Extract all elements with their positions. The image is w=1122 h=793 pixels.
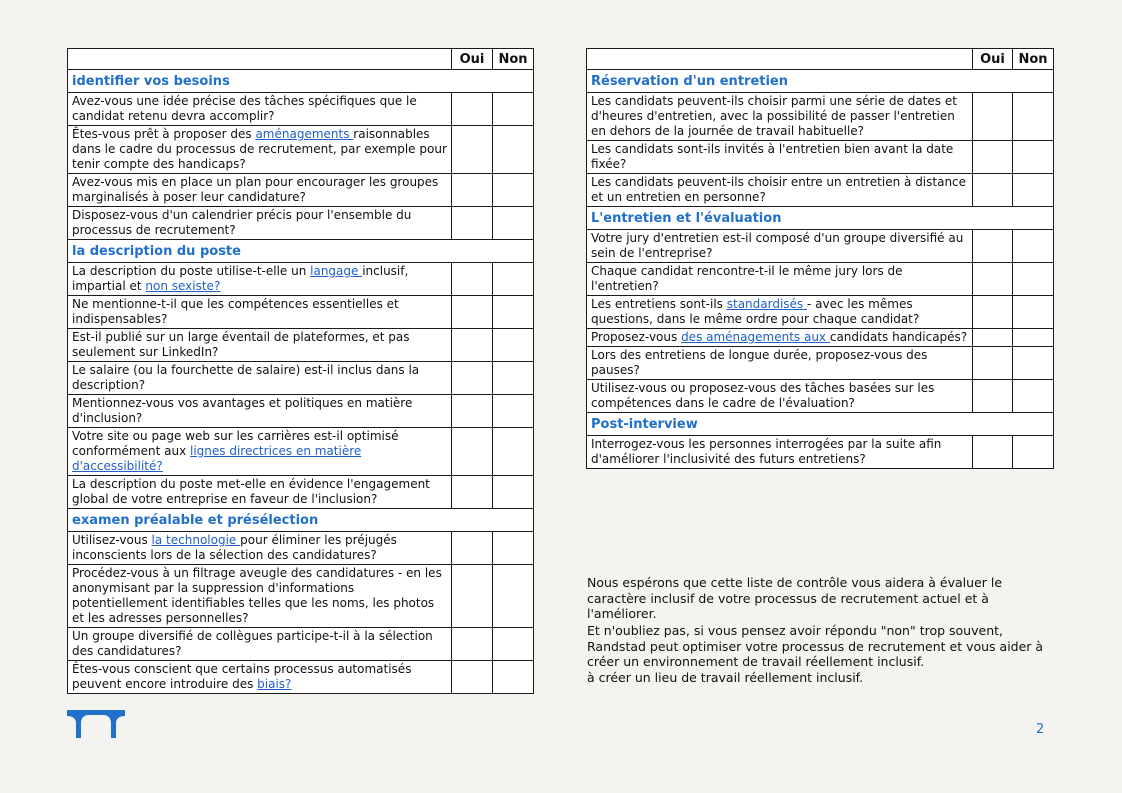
question-row (68, 476, 534, 509)
question-text (68, 395, 452, 428)
checkbox-non[interactable] (493, 628, 534, 661)
question-row (587, 174, 1054, 207)
randstad-logo-icon (67, 710, 125, 742)
question-text-part: Les candidats sont-ils invités à l'entretien bien avant la date fixée? (591, 142, 954, 171)
question-row (587, 230, 1054, 263)
header-non: Non (493, 49, 534, 70)
question-text-part: pour éliminer les préjugés inconscients lors de la sélection des candidatures? (72, 533, 397, 562)
question-row (68, 628, 534, 661)
checkbox-oui[interactable] (973, 93, 1013, 141)
checkbox-oui[interactable] (973, 296, 1013, 329)
checkbox-oui[interactable] (973, 230, 1013, 263)
question-row (68, 362, 534, 395)
checkbox-non[interactable] (493, 395, 534, 428)
closing-paragraph-2 (587, 623, 1047, 685)
section-row (68, 70, 534, 93)
checkbox-oui[interactable] (973, 436, 1013, 469)
question-text-part: Utilisez-vous (72, 533, 152, 547)
checkbox-non[interactable] (1013, 347, 1054, 380)
question-text-part: Le salaire (ou la fourchette de salaire) est-il inclus dans la description? (72, 363, 420, 392)
checkbox-non[interactable] (493, 93, 534, 126)
question-row (68, 661, 534, 694)
question-text (68, 174, 452, 207)
question-row (587, 436, 1054, 469)
checkbox-non[interactable] (493, 476, 534, 509)
checkbox-oui[interactable] (452, 661, 493, 694)
checkbox-non[interactable] (493, 661, 534, 694)
question-text-part: - avec les mêmes questions, dans le même ordre pour chaque candidat? (591, 297, 920, 326)
question-text (587, 174, 973, 207)
closing-line: Et n'oubliez pas, si vous pensez avoir répondu "non" trop souvent, Randstad peut optimiser votre processus de recrutement et vous aider à créer un environnement de travail réellement inclusif. (587, 623, 1044, 669)
question-text (68, 661, 452, 694)
table-header-row (68, 49, 534, 70)
question-text (68, 476, 452, 509)
inline-link[interactable]: lignes directrices en matière d'accessibilité? (72, 444, 362, 473)
closing-line: à créer un lieu de travail réellement inclusif. (587, 669, 864, 685)
question-text (587, 230, 973, 263)
question-row (587, 296, 1054, 329)
checkbox-oui[interactable] (452, 296, 493, 329)
checkbox-non[interactable] (1013, 263, 1054, 296)
question-text (68, 428, 452, 476)
question-text-part: raisonnables dans le cadre du processus de recrutement, par exemple pour tenir compte des handicaps? (72, 127, 447, 171)
question-text (587, 436, 973, 469)
checkbox-oui[interactable] (452, 628, 493, 661)
checkbox-non[interactable] (493, 362, 534, 395)
checkbox-non[interactable] (1013, 141, 1054, 174)
checkbox-non[interactable] (1013, 230, 1054, 263)
inline-link[interactable]: des aménagements aux (681, 330, 830, 344)
section-title: examen préalable et présélection (68, 509, 534, 532)
question-row (68, 263, 534, 296)
checkbox-non[interactable] (493, 126, 534, 174)
checkbox-non[interactable] (493, 174, 534, 207)
question-text-part: Interrogez-vous les personnes interrogées par la suite afin d'améliorer l'inclusivité des futurs entretiens? (591, 437, 942, 466)
question-row (587, 380, 1054, 413)
checkbox-non[interactable] (493, 565, 534, 628)
section-title: identifier vos besoins (68, 70, 534, 93)
question-text-part: Ne mentionne-t-il que les compétences essentielles et indispensables? (72, 297, 399, 326)
randstad-logo-icon (67, 710, 125, 738)
inline-link[interactable]: standardisés (726, 297, 807, 311)
section-row (587, 207, 1054, 230)
question-row (587, 263, 1054, 296)
checkbox-non[interactable] (493, 207, 534, 240)
checkbox-non[interactable] (1013, 329, 1054, 347)
checkbox-oui[interactable] (452, 395, 493, 428)
question-text (68, 93, 452, 126)
header-oui: Oui (973, 49, 1013, 70)
section-title: la description du poste (68, 240, 534, 263)
checkbox-oui[interactable] (973, 347, 1013, 380)
checkbox-non[interactable] (493, 532, 534, 565)
checkbox-oui[interactable] (452, 532, 493, 565)
inline-link[interactable]: biais? (257, 677, 292, 691)
question-text (68, 207, 452, 240)
question-text-part: La description du poste met-elle en évidence l'engagement global de votre entreprise en faveur de l'inclusion? (72, 477, 430, 506)
checkbox-oui[interactable] (452, 329, 493, 362)
question-text (587, 263, 973, 296)
question-text-part: Disposez-vous d'un calendrier précis pour l'ensemble du processus de recrutement? (72, 208, 412, 237)
question-text-part: inclusif, impartial et (72, 264, 409, 293)
header-oui: Oui (452, 49, 493, 70)
question-text (68, 126, 452, 174)
checkbox-non[interactable] (493, 263, 534, 296)
checklist-table-right (586, 48, 1054, 469)
checkbox-non[interactable] (1013, 93, 1054, 141)
section-title: Post-interview (587, 413, 1054, 436)
inline-link[interactable]: la technologie (151, 533, 241, 547)
question-row (68, 329, 534, 362)
section-row (68, 509, 534, 532)
question-row (68, 207, 534, 240)
question-row (68, 395, 534, 428)
checkbox-oui[interactable] (452, 174, 493, 207)
inline-link[interactable]: aménagements (255, 127, 354, 141)
question-text-part: Êtes-vous prêt à proposer des (72, 127, 256, 141)
question-text-part: Votre site ou page web sur les carrières est-il optimisé conformément aux (72, 429, 399, 458)
question-text (587, 93, 973, 141)
question-text-part: Votre jury d'entretien est-il composé d'un groupe diversifié au sein de l'entreprise? (591, 231, 964, 260)
question-text-part: Avez-vous mis en place un plan pour encourager les groupes marginalisés à poser leur candidature? (72, 175, 439, 204)
question-text (587, 380, 973, 413)
checkbox-oui[interactable] (973, 263, 1013, 296)
checkbox-oui[interactable] (452, 476, 493, 509)
inline-link[interactable]: langage (310, 264, 363, 278)
section-title: L'entretien et l'évaluation (587, 207, 1054, 230)
checkbox-non[interactable] (493, 428, 534, 476)
checkbox-oui[interactable] (452, 263, 493, 296)
question-text-part: La description du poste utilise-t-elle un (72, 264, 311, 278)
checkbox-oui[interactable] (973, 141, 1013, 174)
question-text (68, 565, 452, 628)
question-text-part: Proposez-vous (591, 330, 682, 344)
question-text-part: Mentionnez-vous vos avantages et politiques en matière d'inclusion? (72, 396, 413, 425)
question-text (587, 329, 973, 347)
question-text-part: Êtes-vous conscient que certains processus automatisés peuvent encore introduire des (72, 662, 412, 691)
checkbox-non[interactable] (1013, 436, 1054, 469)
question-row (68, 565, 534, 628)
question-row (587, 93, 1054, 141)
page-number: 2 (1036, 722, 1045, 737)
closing-paragraph-1: Nous espérons que cette liste de contrôle vous aidera à évaluer le caractère inclusif de votre processus de recrutement actuel et à l'améliorer. (587, 575, 1003, 621)
question-text (68, 362, 452, 395)
checkbox-oui[interactable] (452, 362, 493, 395)
checkbox-non[interactable] (1013, 296, 1054, 329)
checkbox-non[interactable] (493, 296, 534, 329)
question-text-part: Procédez-vous à un filtrage aveugle des candidatures - en les anonymisant par la suppression d'informations potentiellement identifiables telles que les noms, les photos et les adresses personnelles? (72, 566, 442, 625)
inline-link[interactable]: non sexiste? (145, 279, 221, 293)
question-text-part: Chaque candidat rencontre-t-il le même jury lors de l'entretien? (591, 264, 903, 293)
question-text-part: Est-il publié sur un large éventail de plateformes, et pas seulement sur LinkedIn? (72, 330, 410, 359)
question-text-part: Les entretiens sont-ils (591, 297, 727, 311)
question-text (68, 532, 452, 565)
section-title: Réservation d'un entretien (587, 70, 1054, 93)
question-text-part: Les candidats peuvent-ils choisir parmi une série de dates et d'heures d'entretien, avec la possibilité de passer l'entretien en dehors de la journée de travail habituelle? (591, 94, 957, 138)
question-row (68, 296, 534, 329)
checkbox-non[interactable] (493, 329, 534, 362)
section-row (587, 413, 1054, 436)
question-row (587, 329, 1054, 347)
question-text (587, 296, 973, 329)
question-text-part: Utilisez-vous ou proposez-vous des tâches basées sur les compétences dans le cadre de l'évaluation? (591, 381, 935, 410)
question-row (68, 174, 534, 207)
question-text (68, 263, 452, 296)
checkbox-non[interactable] (1013, 174, 1054, 207)
question-row (68, 93, 534, 126)
question-text-part: Un groupe diversifié de collègues participe-t-il à la sélection des candidatures? (72, 629, 433, 658)
question-text-part: candidats handicapés? (829, 330, 968, 344)
question-text-part: Avez-vous une idée précise des tâches spécifiques que le candidat retenu devra accomplir? (72, 94, 417, 123)
checkbox-oui[interactable] (452, 93, 493, 126)
question-text (68, 628, 452, 661)
checkbox-oui[interactable] (452, 126, 493, 174)
header-non: Non (1013, 49, 1054, 70)
checkbox-oui[interactable] (452, 565, 493, 628)
question-text-part: Les candidats peuvent-ils choisir entre un entretien à distance et un entretien en personne? (591, 175, 967, 204)
checkbox-oui[interactable] (973, 380, 1013, 413)
question-row (587, 347, 1054, 380)
question-text (587, 347, 973, 380)
question-text (68, 329, 452, 362)
checkbox-oui[interactable] (973, 329, 1013, 347)
question-text-part: Lors des entretiens de longue durée, proposez-vous des pauses? (591, 348, 928, 377)
question-row (68, 532, 534, 565)
header-blank-cell (587, 49, 973, 70)
checkbox-oui[interactable] (452, 207, 493, 240)
question-row (587, 141, 1054, 174)
checkbox-oui[interactable] (973, 174, 1013, 207)
question-text (587, 141, 973, 174)
question-text (68, 296, 452, 329)
question-row (68, 126, 534, 174)
checkbox-non[interactable] (1013, 380, 1054, 413)
section-row (68, 240, 534, 263)
question-row (68, 428, 534, 476)
header-blank-cell (68, 49, 452, 70)
section-row (587, 70, 1054, 93)
checkbox-oui[interactable] (452, 428, 493, 476)
checklist-table-left (67, 48, 534, 694)
table-header-row (587, 49, 1054, 70)
